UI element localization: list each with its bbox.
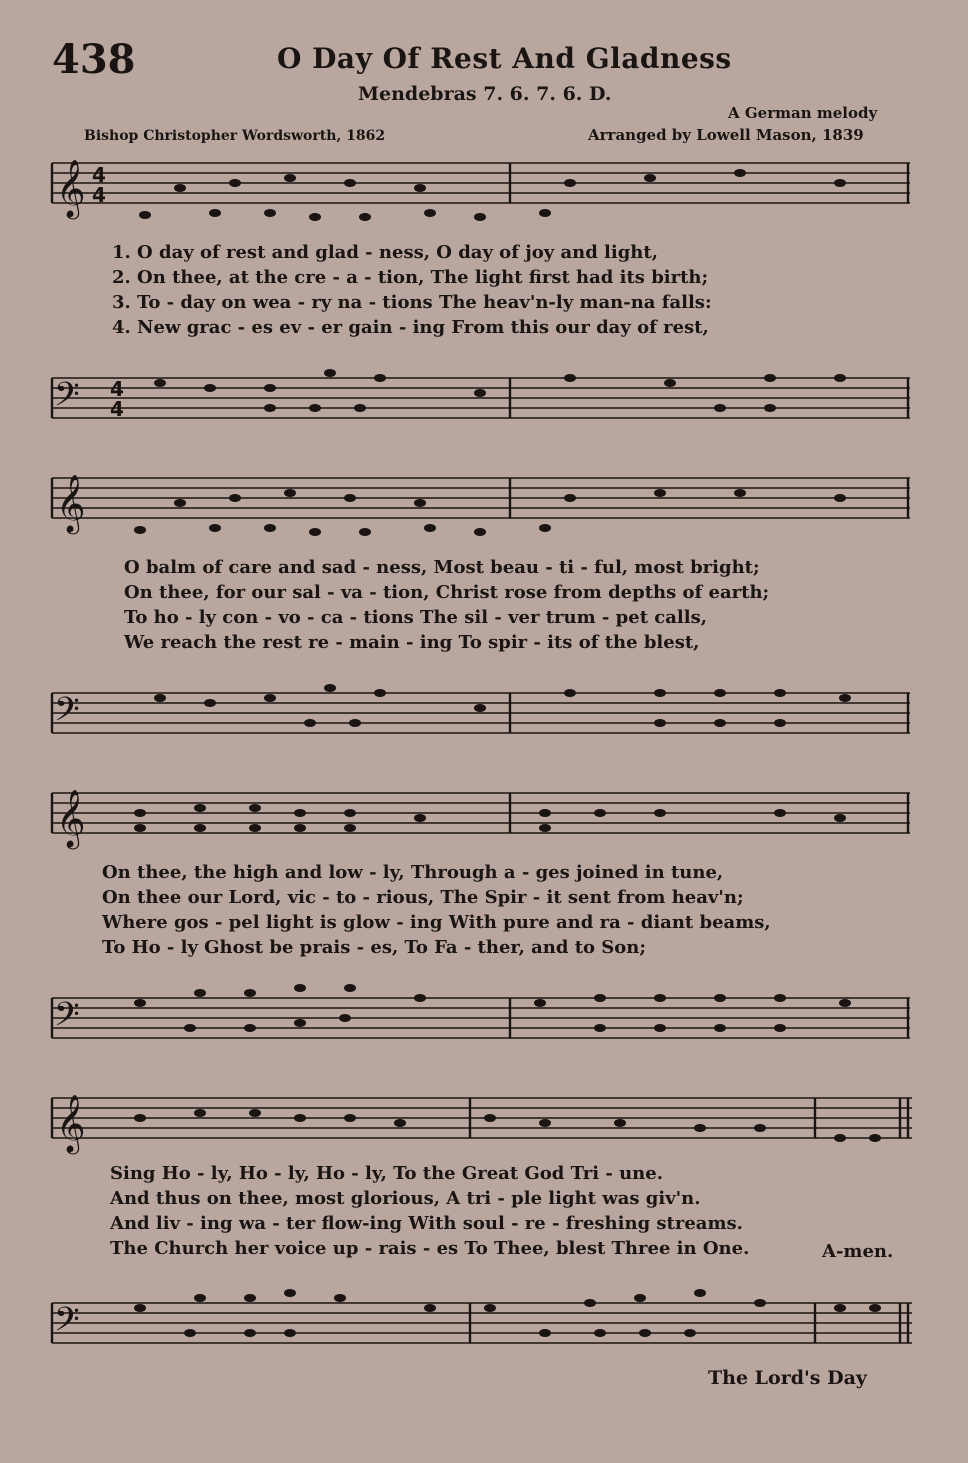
verse-line: On thee, for our sal - va - tion, Christ rose from depths of earth; — [124, 582, 770, 603]
author-credit: Bishop Christopher Wordsworth, 1862 — [84, 128, 386, 144]
topic-label: The Lord's Day — [708, 1367, 867, 1389]
bass-staff-1 — [0, 360, 968, 440]
verse-line: 1. O day of rest and glad - ness, O day of joy and light, — [112, 242, 658, 263]
svg-text:4: 4 — [110, 397, 124, 421]
svg-text:𝄞: 𝄞 — [56, 1094, 86, 1152]
verse-line: 3. To - day on wea - ry na - tions The heav'n-ly man-na falls: — [112, 292, 712, 313]
svg-text:𝄞: 𝄞 — [56, 474, 86, 532]
svg-text:4: 4 — [92, 183, 106, 207]
verse-line: To Ho - ly Ghost be prais - es, To Fa - ther, and to Son; — [102, 937, 647, 958]
treble-staff-4 — [0, 1090, 968, 1170]
verse-line: And thus on thee, most glorious, A tri - ple light was giv'n. — [110, 1188, 701, 1209]
treble-staff-1 — [0, 155, 968, 245]
bass-staff-4 — [0, 1285, 968, 1365]
amen-text: A-men. — [822, 1241, 894, 1262]
hymn-title: O Day Of Rest And Gladness — [277, 42, 732, 75]
treble-staff-2 — [0, 470, 968, 560]
melody-credit: A German melody — [728, 104, 878, 122]
verse-line: 2. On thee, at the cre - a - tion, The light first had its birth; — [112, 267, 709, 288]
svg-text:𝄞: 𝄞 — [56, 789, 86, 847]
verse-line: We reach the rest re - main - ing To spir - its of the blest, — [124, 632, 700, 653]
svg-text:𝄢: 𝄢 — [54, 996, 80, 1042]
verse-line: To ho - ly con - vo - ca - tions The sil - ver trum - pet calls, — [124, 607, 707, 628]
arranger-credit: Arranged by Lowell Mason, 1839 — [588, 126, 864, 144]
svg-text:4: 4 — [110, 377, 124, 401]
verse-line: 4. New grac - es ev - er gain - ing From this our day of rest, — [112, 317, 709, 338]
verse-line: On thee, the high and low - ly, Through a - ges joined in tune, — [102, 862, 724, 883]
verse-line: O balm of care and sad - ness, Most beau - ti - ful, most bright; — [124, 557, 760, 578]
hymn-number: 438 — [52, 36, 136, 83]
svg-text:4: 4 — [92, 163, 106, 187]
svg-text:𝄢: 𝄢 — [54, 1301, 80, 1347]
verse-line: The Church her voice up - rais - es To Thee, blest Three in One. — [110, 1238, 750, 1259]
verse-line: On thee our Lord, vic - to - rious, The Spir - it sent from heav'n; — [102, 887, 744, 908]
svg-text:𝄞: 𝄞 — [56, 159, 86, 217]
verse-line: And liv - ing wa - ter flow-ing With soul - re - freshing streams. — [110, 1213, 743, 1234]
svg-text:𝄢: 𝄢 — [54, 691, 80, 737]
bass-staff-2 — [0, 675, 968, 755]
tune-meter: Mendebras 7. 6. 7. 6. D. — [358, 83, 612, 105]
verse-line: Where gos - pel light is glow - ing With pure and ra - diant beams, — [102, 912, 771, 933]
verse-line: Sing Ho - ly, Ho - ly, Ho - ly, To the Great God Tri - une. — [110, 1163, 663, 1184]
svg-text:𝄢: 𝄢 — [54, 376, 80, 422]
bass-staff-3 — [0, 980, 968, 1060]
treble-staff-3 — [0, 785, 968, 865]
